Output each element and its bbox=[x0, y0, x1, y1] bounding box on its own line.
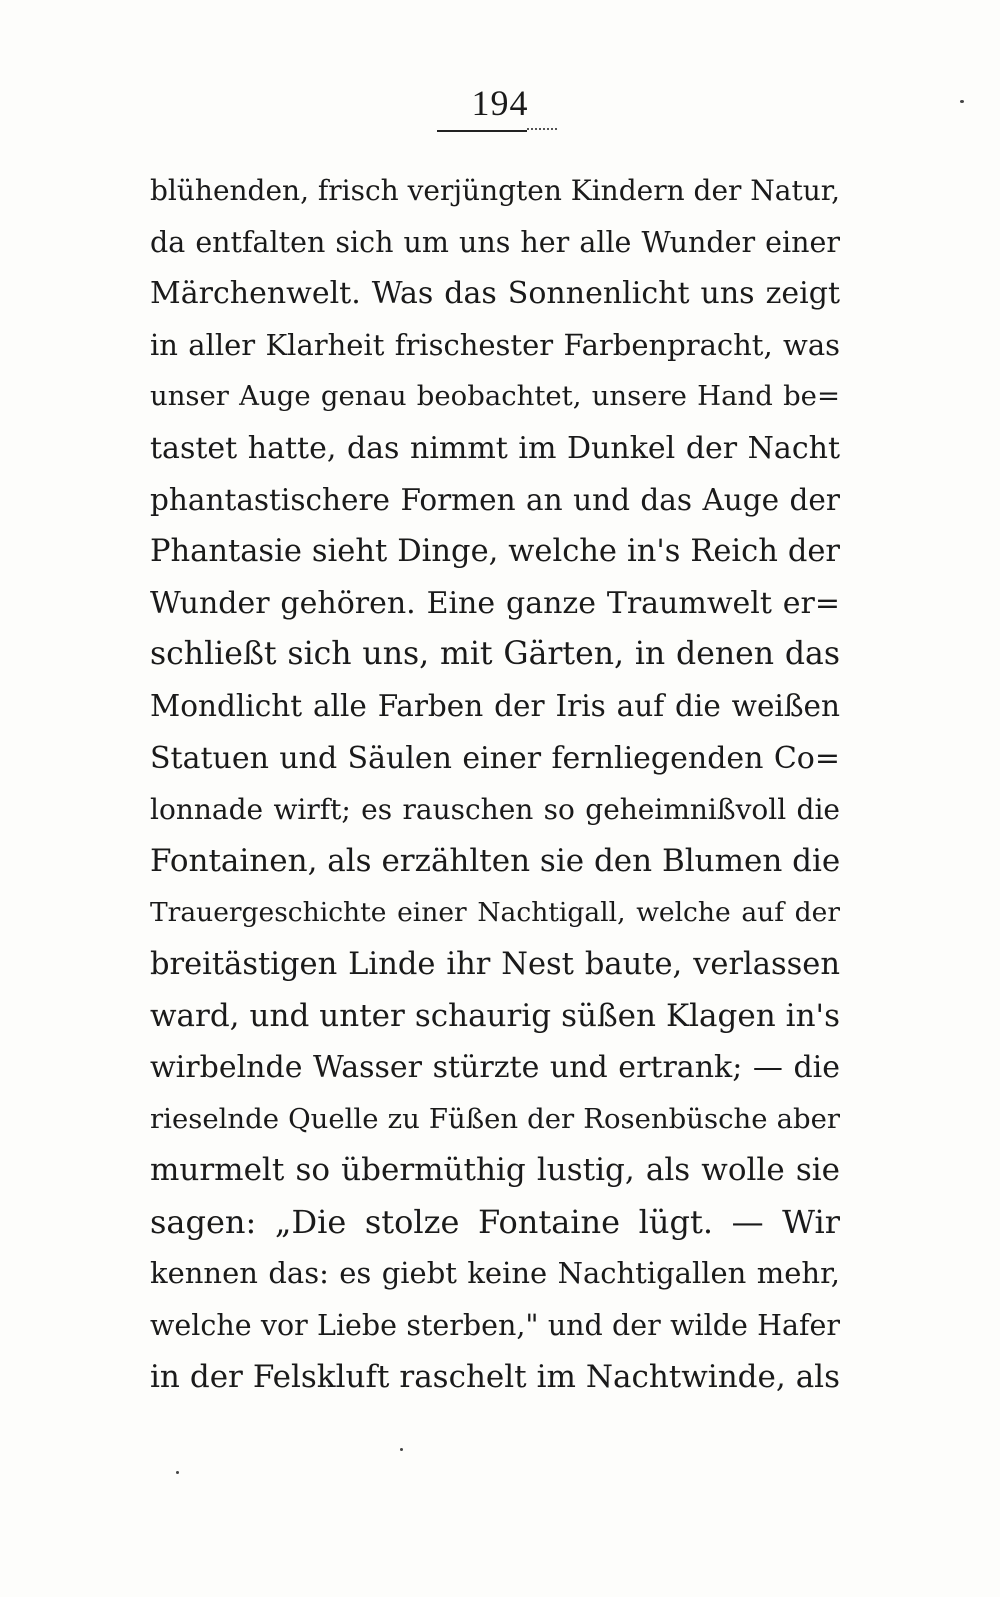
text-line: Statuen und Säulen einer fernliegenden Co= bbox=[150, 740, 840, 776]
text-line: tastet hatte, das nimmt im Dunkel der Nacht bbox=[150, 430, 840, 466]
scan-speck bbox=[960, 100, 964, 103]
text-line: Phantasie sieht Dinge, welche in's Reich der bbox=[150, 534, 840, 570]
text-line: rieselnde Quelle zu Füßen der Rosenbüsche aber bbox=[150, 1102, 840, 1135]
header-rule-dotted bbox=[527, 128, 557, 130]
page-number: 194 bbox=[471, 83, 529, 123]
text-line: wirbelnde Wasser stürzte und ertrank; — die bbox=[150, 1050, 840, 1086]
text-line: Wunder gehören. Eine ganze Traumwelt er= bbox=[150, 585, 840, 621]
text-line: schließt sich uns, mit Gärten, in denen das bbox=[150, 636, 840, 673]
body-text bbox=[150, 165, 840, 1403]
text-line: breitästigen Linde ihr Nest baute, verlassen bbox=[150, 946, 840, 982]
text-line: welche vor Liebe sterben," und der wilde Hafer bbox=[150, 1309, 840, 1343]
text-line: Fontainen, als erzählten sie den Blumen die bbox=[150, 842, 840, 879]
text-line: ward, und unter schaurig süßen Klagen in's bbox=[150, 997, 840, 1034]
text-line: Trauergeschichte einer Nachtigall, welche auf der bbox=[150, 897, 840, 929]
text-line: unser Auge genau beobachtet, unsere Hand be= bbox=[150, 380, 840, 413]
text-line: in aller Klarheit frischester Farbenpracht, was bbox=[150, 327, 840, 362]
text-line: Mondlicht alle Farben der Iris auf die weißen bbox=[150, 688, 840, 723]
text-line: phantastischere Formen an und das Auge der bbox=[150, 482, 840, 517]
text-line: da entfalten sich um uns her alle Wunder einer bbox=[150, 225, 840, 259]
text-line: kennen das: es giebt keine Nachtigallen mehr, bbox=[150, 1256, 840, 1291]
scan-speck bbox=[400, 1448, 403, 1451]
text-line: blühenden, frisch verjüngten Kindern der Natur, bbox=[150, 174, 840, 207]
text-line: sagen: „Die stolze Fontaine lügt. — Wir bbox=[150, 1202, 840, 1241]
text-line: in der Felskluft raschelt im Nachtwinde, als bbox=[150, 1358, 840, 1395]
text-line: Märchenwelt. Was das Sonnenlicht uns zeigt bbox=[150, 276, 840, 312]
text-line: murmelt so übermüthig lustig, als wolle sie bbox=[150, 1152, 840, 1189]
header-rule bbox=[437, 130, 527, 132]
scan-speck bbox=[176, 1471, 179, 1474]
text-line: lonnade wirft; es rauschen so geheimnißvoll die bbox=[150, 793, 840, 827]
